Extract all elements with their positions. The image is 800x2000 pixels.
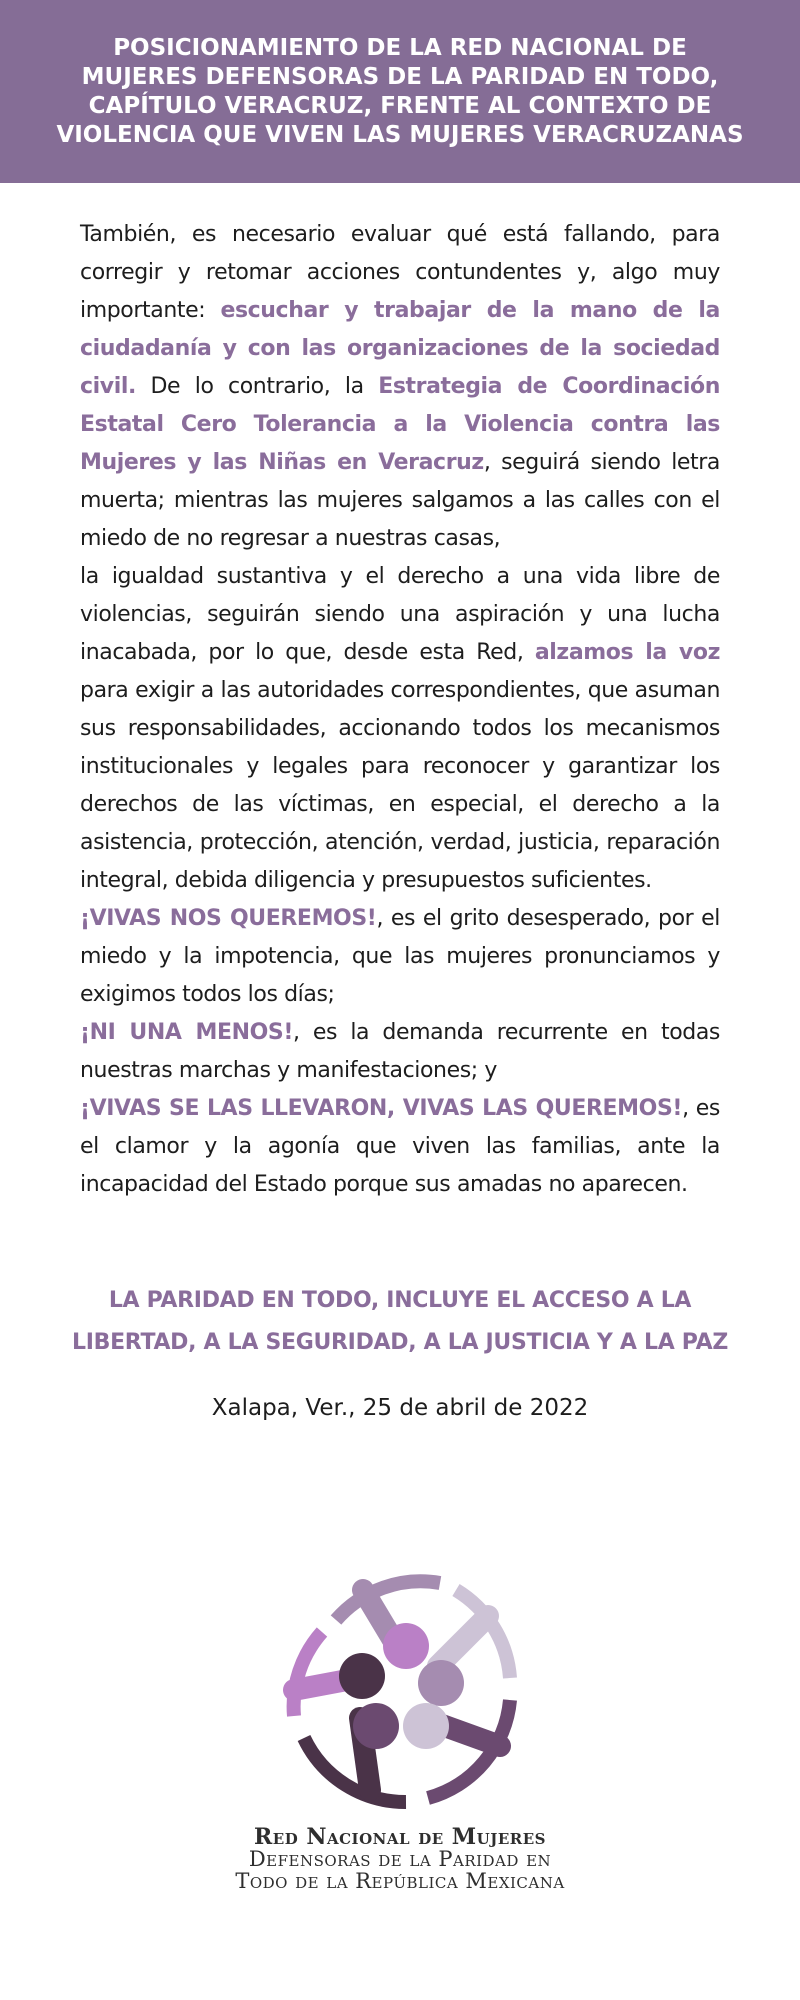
logo-fist	[403, 1703, 449, 1749]
date-line: Xalapa, Ver., 25 de abril de 2022	[211, 1395, 589, 1421]
header-title-line: MUJERES DEFENSORAS DE LA PARIDAD EN TODO,	[81, 63, 719, 90]
closing-statement	[60, 1280, 740, 1364]
slogan-ni-una-menos: ¡NI UNA MENOS!	[80, 1020, 293, 1045]
paragraph-ni-una-menos	[80, 1014, 720, 1090]
logo-fist	[383, 1623, 429, 1669]
logo-wordmark	[150, 1826, 650, 1892]
logo-fist	[339, 1653, 385, 1699]
logo-text-line: Defensoras de la Paridad en	[248, 1847, 552, 1871]
text-run: También, es necesario evaluar qué está fallando, para corregir y retomar acciones contundentes y, algo muy importante:	[80, 222, 720, 323]
highlight-strategy: Estrategia de Coordinación Estatal Cero Tolerancia a la Violencia contra las Mujeres y las Niñas en Veracruz	[80, 374, 720, 475]
header-title-line: CAPÍTULO VERACRUZ, FRENTE AL CONTEXTO DE	[88, 92, 712, 119]
highlight-citizenship: escuchar y trabajar de la mano de la ciudadanía y con las organizaciones de la sociedad civil.	[80, 298, 720, 399]
logo-ring-arc	[294, 1632, 322, 1716]
text-run: la igualdad sustantiva y el derecho a una vida libre de violencias, seguirán siendo una aspiración y una lucha inacabada, por lo que, desde esta Red,	[80, 564, 720, 665]
paragraph-vivas-se-las-llevaron	[80, 1090, 720, 1204]
text-run: De lo contrario, la	[135, 374, 379, 399]
slogan-vivas-se-las-llevaron: ¡VIVAS SE LAS LLEVARON, VIVAS LAS QUEREMOS!	[80, 1096, 683, 1121]
logo-graphic	[278, 1568, 522, 1812]
text-run: , es el grito desesperado, por el miedo y la impotencia, que las mujeres pronunciamos y exigimos todos los días;	[80, 906, 720, 1007]
logo-fist	[418, 1660, 464, 1706]
text-run: , seguirá siendo letra muerta; mientras las mujeres salgamos a las calles con el miedo de no regresar a nuestras casas,	[80, 450, 720, 551]
text-run: , es el clamor y la agonía que viven las familias, ante la incapacidad del Estado porque sus amadas no aparecen.	[80, 1096, 720, 1197]
closing-line: LA PARIDAD EN TODO, INCLUYE EL ACCESO A LA	[108, 1288, 692, 1313]
header-title-line: VIOLENCIA QUE VIVEN LAS MUJERES VERACRUZANAS	[56, 121, 744, 148]
logo-text-line: Red Nacional de Mujeres	[253, 1824, 546, 1850]
document-header	[0, 0, 800, 183]
logo-arm	[438, 1616, 488, 1666]
paragraph-equality	[80, 558, 720, 900]
linked-hands-circle-icon	[278, 1568, 522, 1812]
header-title-line: POSICIONAMIENTO DE LA RED NACIONAL DE	[113, 34, 687, 61]
paragraph-vivas-nos-queremos	[80, 900, 720, 1014]
highlight-raise-voice: alzamos la voz	[534, 640, 720, 665]
logo-text-line: Todo de la República Mexicana	[235, 1869, 565, 1893]
text-run: para exigir a las autoridades correspondientes, que asuman sus responsabilidades, accionando todos los mecanismos institucionales y legales para reconocer y garantizar los derechos de las víctimas, en especial, el derecho a la asistencia, protección, atención, verdad, justicia, reparación integral, debida diligencia y presupuestos suficientes.	[80, 678, 720, 893]
slogan-vivas-nos-queremos: ¡VIVAS NOS QUEREMOS!	[80, 906, 377, 931]
paragraph-evaluate	[80, 216, 720, 558]
closing-line: LIBERTAD, A LA SEGURIDAD, A LA JUSTICIA Y A LA PAZ	[72, 1330, 728, 1355]
statement-body	[80, 216, 720, 1204]
logo-fist	[353, 1703, 399, 1749]
text-run: , es la demanda recurrente en todas nuestras marchas y manifestaciones; y	[80, 1020, 720, 1083]
